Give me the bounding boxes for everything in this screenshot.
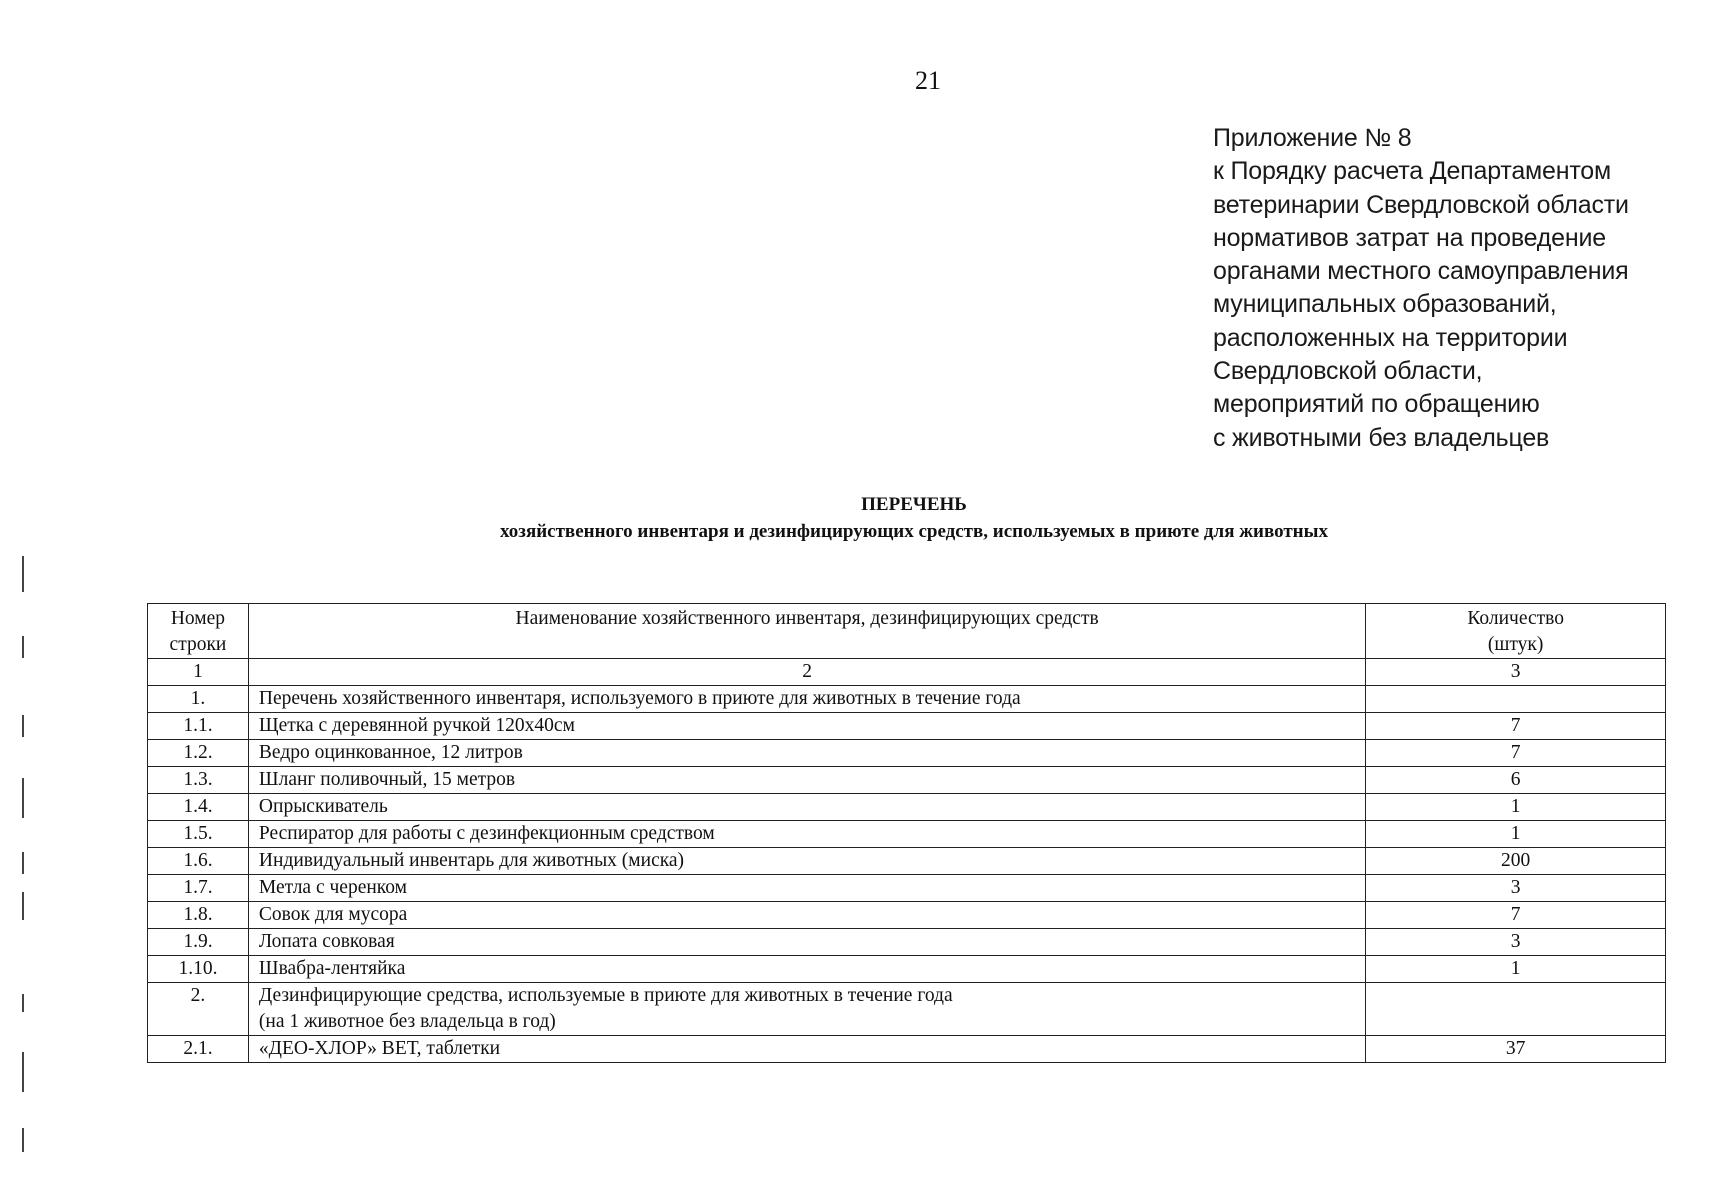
table-row: [148, 821, 1666, 848]
header-text: Наименование хозяйственного инвентаря, дезинфицирующих средств: [515, 608, 1099, 629]
appendix-line: расположенных на территории: [1213, 323, 1568, 352]
scan-mark: [22, 892, 24, 920]
table-row: [148, 875, 1666, 902]
row-number: 1.7.: [148, 875, 249, 902]
row-name: Респиратор для работы с дезинфекционным средством: [248, 821, 1365, 848]
scan-mark: [22, 1128, 24, 1152]
table-row: [148, 956, 1666, 983]
document-heading: [0, 491, 1713, 545]
row-number: 1.6.: [148, 848, 249, 875]
header-text: Номер: [170, 608, 226, 629]
row-quantity: 3: [1366, 929, 1666, 956]
column-number: 1: [148, 659, 249, 686]
heading-title: ПЕРЕЧЕНЬ: [861, 494, 967, 515]
appendix-line: органами местного самоуправления: [1213, 257, 1629, 286]
row-quantity: 1: [1366, 956, 1666, 983]
row-name: Метла с черенком: [248, 875, 1365, 902]
row-name: Лопата совковая: [248, 929, 1365, 956]
header-row-number: [148, 604, 249, 659]
column-number: 2: [248, 659, 1365, 686]
row-number: 1.3.: [148, 767, 249, 794]
table-row: [148, 902, 1666, 929]
row-name: Совок для мусора: [248, 902, 1365, 929]
column-number: 3: [1366, 659, 1666, 686]
scan-mark: [22, 556, 24, 592]
scan-mark: [22, 778, 24, 818]
row-name: Щетка с деревянной ручкой 120х40см: [248, 713, 1365, 740]
row-number: 2.: [148, 983, 249, 1036]
row-name: Ведро оцинкованное, 12 литров: [248, 740, 1365, 767]
row-name: Перечень хозяйственного инвентаря, используемого в приюте для животных в течение года: [248, 686, 1365, 713]
header-name: [248, 604, 1365, 659]
row-name: Швабра-лентяйка: [248, 956, 1365, 983]
row-number: 1.4.: [148, 794, 249, 821]
table-row: [148, 713, 1666, 740]
row-number: 1.2.: [148, 740, 249, 767]
row-number: 1.: [148, 686, 249, 713]
row-number: 1.5.: [148, 821, 249, 848]
row-name-line: (на 1 животное без владельца в год): [258, 1011, 556, 1032]
header-text: Количество: [1467, 608, 1564, 629]
table-row: [148, 1036, 1666, 1063]
row-number: 1.8.: [148, 902, 249, 929]
appendix-line: мероприятий по обращению: [1213, 390, 1540, 419]
row-quantity: 1: [1366, 821, 1666, 848]
row-name: Индивидуальный инвентарь для животных (миска): [248, 848, 1365, 875]
header-text: (штук): [1487, 634, 1544, 655]
appendix-line: к Порядку расчета Департаментом: [1213, 157, 1611, 186]
table-row: [148, 929, 1666, 956]
table-row: [148, 767, 1666, 794]
row-number: 1.9.: [148, 929, 249, 956]
scan-mark: [22, 994, 24, 1012]
scan-mark: [22, 715, 24, 737]
row-quantity: 6: [1366, 767, 1666, 794]
row-number: 2.1.: [148, 1036, 249, 1063]
header-quantity: [1366, 604, 1666, 659]
table-row: [148, 794, 1666, 821]
appendix-line: муниципальных образований,: [1213, 290, 1557, 319]
row-quantity: 3: [1366, 875, 1666, 902]
appendix-block: [1213, 122, 1693, 455]
row-quantity: 7: [1366, 713, 1666, 740]
row-quantity: 200: [1366, 848, 1666, 875]
row-quantity: 37: [1366, 1036, 1666, 1063]
appendix-line: Приложение № 8: [1213, 124, 1412, 152]
row-number: 1.10.: [148, 956, 249, 983]
row-name: Шланг поливочный, 15 метров: [248, 767, 1365, 794]
column-number-row: [148, 659, 1666, 686]
row-number: 1.1.: [148, 713, 249, 740]
inventory-table: [147, 603, 1666, 1063]
row-quantity: 7: [1366, 740, 1666, 767]
row-name: «ДЕО-ХЛОР» ВЕТ, таблетки: [248, 1036, 1365, 1063]
appendix-line: с животными без владельцев: [1213, 423, 1550, 452]
table-row: [148, 686, 1666, 713]
table-row: [148, 983, 1666, 1036]
heading-subtitle: хозяйственного инвентаря и дезинфицирующих средств, используемых в приюте для животных: [500, 521, 1328, 542]
table-header-row: [148, 604, 1666, 659]
appendix-line: ветеринарии Свердловской области: [1213, 190, 1629, 219]
scan-mark: [22, 636, 24, 658]
header-text: строки: [169, 634, 227, 655]
row-name-line: Дезинфицирующие средства, используемые в приюте для животных в течение года: [258, 985, 953, 1006]
table-row: [148, 740, 1666, 767]
scan-mark: [22, 1052, 24, 1092]
page-number: 21: [915, 66, 941, 95]
row-name: [248, 983, 1365, 1036]
table-row: [148, 848, 1666, 875]
row-quantity: 1: [1366, 794, 1666, 821]
appendix-line: Свердловской области,: [1213, 357, 1483, 386]
row-quantity: 7: [1366, 902, 1666, 929]
row-quantity: [1366, 686, 1666, 713]
scan-mark: [22, 852, 24, 874]
appendix-line: нормативов затрат на проведение: [1213, 223, 1606, 252]
row-name: Опрыскиватель: [248, 794, 1365, 821]
row-quantity: [1366, 983, 1666, 1036]
